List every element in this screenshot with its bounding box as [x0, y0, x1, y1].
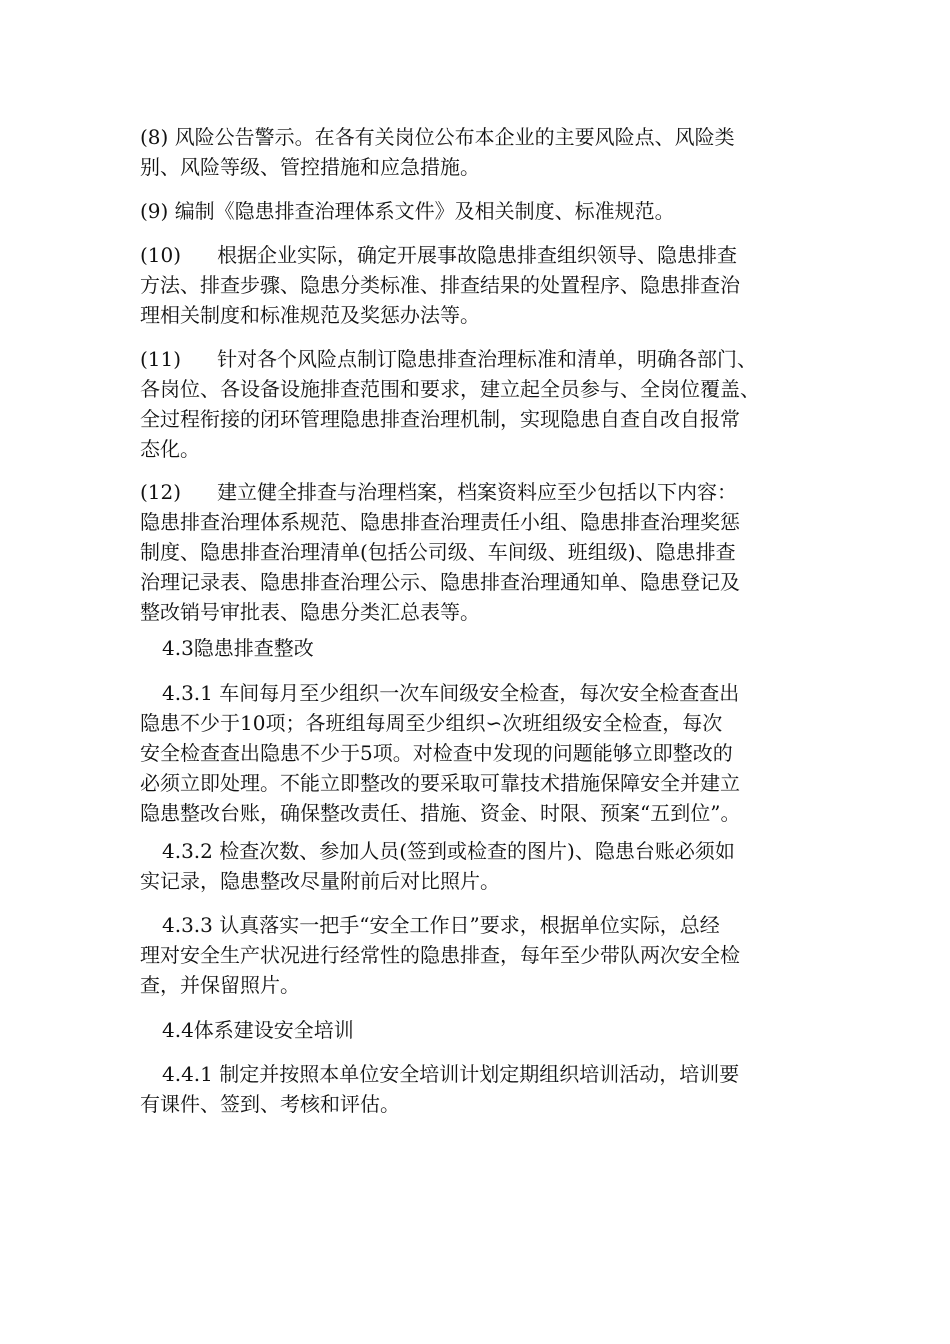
text-line: 理相关制度和标准规范及奖惩办法等。 — [140, 303, 480, 327]
paragraph-item-10 — [140, 240, 820, 330]
paragraph-item-9 — [140, 196, 820, 226]
section-heading-4-4 — [140, 1015, 842, 1045]
section-heading-4-3 — [140, 633, 842, 663]
text-line: 治理记录表、隐患排查治理公示、隐患排查治理通知单、隐患登记及 — [140, 570, 740, 594]
text-line: 必须立即处理。不能立即整改的要采取可靠技术措施保障安全并建立 — [140, 771, 740, 795]
text-line: 安全检查查出隐患不少于5项。对检查中发现的问题能够立即整改的 — [140, 741, 733, 765]
text-line — [140, 477, 820, 507]
paragraph-4-3-3 — [140, 910, 820, 1000]
section-title: 4.3隐患排查整改 — [162, 636, 314, 660]
text-line — [140, 240, 820, 270]
item-number: (12) — [140, 480, 182, 504]
text-line: 制度、隐患排查治理清单(包括公司级、车间级、班组级)、隐患排查 — [140, 540, 736, 564]
text-line: 方法、排查步骤、隐患分类标准、排查结果的处置程序、隐患排查治 — [140, 273, 740, 297]
item-number: (11) — [140, 347, 182, 371]
text-segment: 针对各个风险点制订隐患排查治理标准和清单，明确各部门、 — [217, 347, 758, 371]
text-line: 4.3.2 检查次数、参加人员(签到或检查的图片)、隐患台账必须如 — [162, 839, 735, 863]
paragraph-item-8 — [140, 122, 820, 182]
text-line: 全过程衔接的闭环管理隐患排查治理机制，实现隐患自查自改自报常 — [140, 407, 740, 431]
text-line: 各岗位、各设备设施排查范围和要求，建立起全员参与、全岗位覆盖、 — [140, 377, 760, 401]
text-line: 整改销号审批表、隐患分类汇总表等。 — [140, 600, 480, 624]
text-line: 隐患整改台账，确保整改责任、措施、资金、时限、预案“五到位”。 — [140, 801, 741, 825]
text-segment: 根据企业实际，确定开展事故隐患排查组织领导、隐患排查 — [217, 243, 738, 267]
text-line: 隐患排查治理体系规范、隐患排查治理责任小组、隐患排查治理奖惩 — [140, 510, 740, 534]
text-line: 理对安全生产状况进行经常性的隐患排查，每年至少带队两次安全检 — [140, 943, 740, 967]
text-line: 4.4.1 制定并按照本单位安全培训计划定期组织培训活动，培训要 — [162, 1062, 740, 1086]
text-line: (8) 风险公告警示。在各有关岗位公布本企业的主要风险点、风险类 — [140, 125, 735, 149]
text-line: 别、风险等级、管控措施和应急措施。 — [140, 155, 480, 179]
text-line: (9) 编制《隐患排查治理体系文件》及相关制度、标准规范。 — [140, 199, 675, 223]
text-line — [140, 344, 820, 374]
section-title: 4.4体系建设安全培训 — [162, 1018, 354, 1042]
text-line: 隐患不少于10项；各班组每周至少组织∽次班组级安全检查，每次 — [140, 711, 723, 735]
text-line: 有课件、签到、考核和评估。 — [140, 1092, 400, 1116]
paragraph-4-4-1 — [140, 1059, 820, 1119]
paragraph-4-3-2 — [140, 836, 820, 896]
text-line: 4.3.1 车间每月至少组织一次车间级安全检查，每次安全检查查出 — [162, 681, 740, 705]
paragraph-4-3-1 — [140, 678, 820, 828]
text-segment: 建立健全排查与治理档案，档案资料应至少包括以下内容： — [217, 480, 738, 504]
paragraph-item-12 — [140, 477, 820, 627]
text-line: 查，并保留照片。 — [140, 973, 300, 997]
text-line: 4.3.3 认真落实一把手“安全工作日”要求，根据单位实际，总经 — [162, 913, 720, 937]
paragraph-item-11 — [140, 344, 820, 464]
text-line: 实记录，隐患整改尽量附前后对比照片。 — [140, 869, 500, 893]
text-line: 态化。 — [140, 437, 200, 461]
item-number: (10) — [140, 243, 182, 267]
